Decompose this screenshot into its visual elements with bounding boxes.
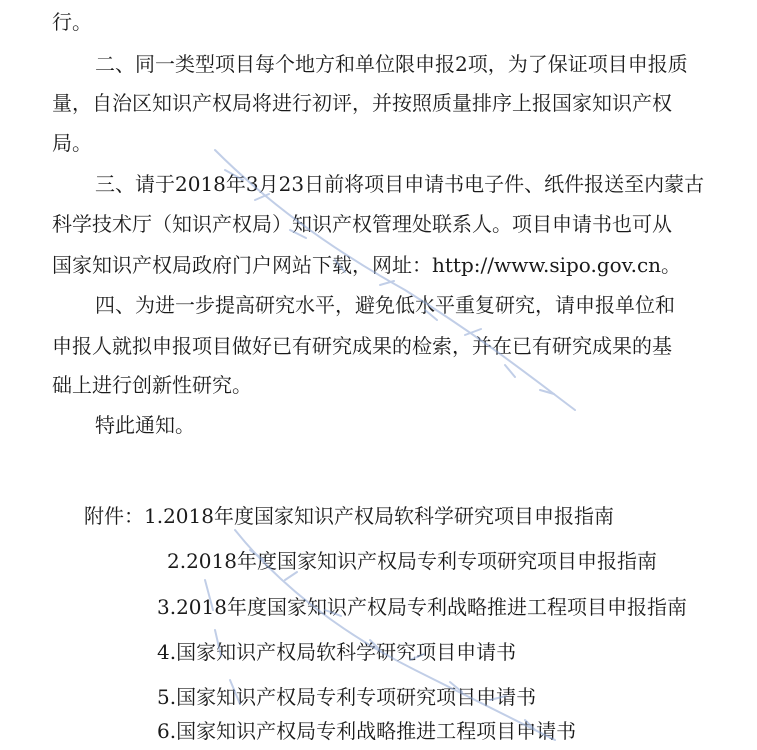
attachment-item: 3.2018年度国家知识产权局专利战略推进工程项目申报指南 bbox=[157, 595, 687, 619]
attachment-item: 6.国家知识产权局专利战略推进工程项目申请书 bbox=[157, 719, 577, 743]
body-line: 国家知识产权局政府门户网站下载，网址：http://www.sipo.gov.cn。 bbox=[52, 253, 682, 277]
paragraph-4-line: 四、为进一步提高研究水平，避免低水平重复研究，请申报单位和 bbox=[95, 293, 675, 317]
attachment-item: 4.国家知识产权局软科学研究项目申请书 bbox=[157, 640, 517, 664]
body-line: 局。 bbox=[52, 131, 92, 155]
paragraph-3-line: 三、请于2018年3月23日前将项目申请书电子件、纸件报送至内蒙古 bbox=[95, 172, 705, 196]
attachment-item: 5.国家知识产权局专利专项研究项目申请书 bbox=[157, 685, 537, 709]
attachment-item: 附件：1.2018年度国家知识产权局软科学研究项目申报指南 bbox=[84, 504, 614, 528]
body-line: 申报人就拟申报项目做好已有研究成果的检索，并在已有研究成果的基 bbox=[52, 334, 672, 358]
body-line: 础上进行创新性研究。 bbox=[52, 373, 252, 397]
body-line: 科学技术厅（知识产权局）知识产权管理处联系人。项目申请书也可从 bbox=[52, 212, 672, 236]
body-line: 行。 bbox=[52, 10, 92, 34]
attachment-item: 2.2018年度国家知识产权局专利专项研究项目申报指南 bbox=[167, 549, 657, 573]
closing-line: 特此通知。 bbox=[95, 413, 195, 437]
paragraph-2-line: 二、同一类型项目每个地方和单位限申报2项，为了保证项目申报质 bbox=[95, 52, 688, 76]
body-line: 量，自治区知识产权局将进行初评，并按照质量排序上报国家知识产权 bbox=[52, 91, 672, 115]
